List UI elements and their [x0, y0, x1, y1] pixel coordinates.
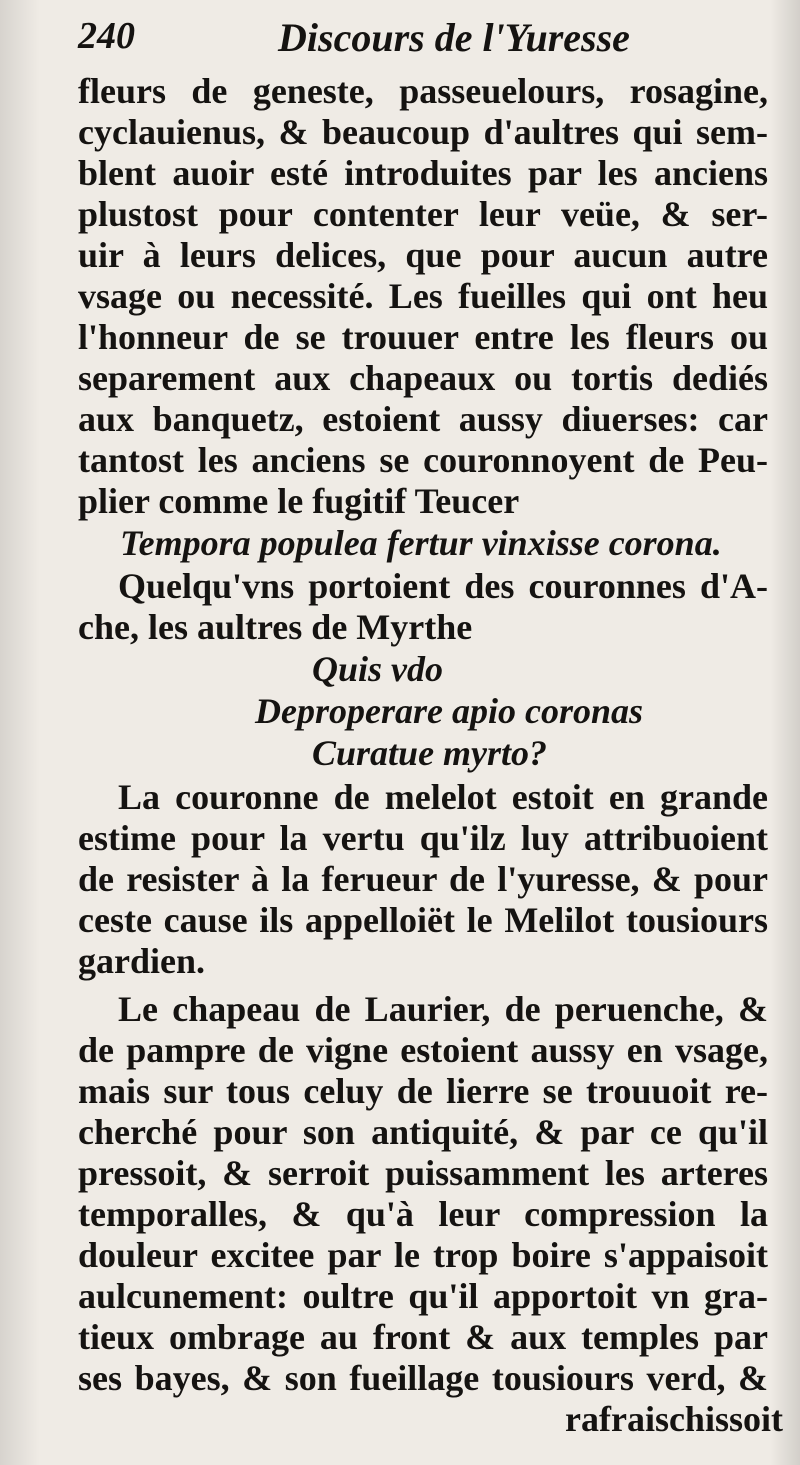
text-line: uir à leurs delices, que pour aucun autre [78, 235, 768, 275]
text-line: aux banquetz, estoient aussy diuerses: car [78, 399, 768, 439]
text-line: vsage ou necessité. Les fueilles qui ont heu [78, 276, 768, 316]
text-line: tieux ombrage au front & aux temples par [78, 1317, 768, 1357]
text-line: temporalles, & qu'à leur compression la [78, 1194, 768, 1234]
text-line: Le chapeau de Laurier, de peruenche, & [118, 989, 768, 1029]
text-line: che, les aultres de Myrthe [78, 607, 473, 647]
text-line: de resister à la ferueur de l'yuresse, & pour [78, 859, 768, 899]
text-line: separement aux chapeaux ou tortis dediés [78, 358, 768, 398]
text-line: de pampre de vigne estoient aussy en vsage, [78, 1030, 768, 1070]
text-line: douleur excitee par le trop boire s'appaisoit [78, 1235, 768, 1275]
text-line: ses bayes, & son fueillage tousiours verd, & [78, 1358, 768, 1398]
text-line: fleurs de geneste, passeuelours, rosagine, [78, 71, 768, 111]
text-line: l'honneur de se trouuer entre les fleurs ou [78, 317, 768, 357]
text-line: tantost les anciens se couronnoyent de Peu- [78, 440, 768, 480]
text-line: mais sur tous celuy de lierre se trouuoit re- [78, 1071, 768, 1111]
page-header [78, 14, 778, 64]
text-line: blent auoir esté introduites par les anciens [78, 153, 768, 193]
text-line: ceste cause ils appelloiët le Melilot tousiours [78, 900, 768, 940]
text-line: Quelqu'vns portoient des couronnes d'A- [118, 566, 768, 606]
text-line: plustost pour contenter leur veüe, & ser- [78, 194, 768, 234]
text-line: cyclauienus, & beaucoup d'aultres qui sem- [78, 112, 768, 152]
text-line: gardien. [78, 941, 206, 981]
running-head: Discours de l'Yuresse [278, 15, 630, 60]
verse-line: Curatue myrto? [312, 733, 548, 773]
text-line: plier comme le fugitif Teucer [78, 481, 520, 521]
verse-line: Tempora populea fertur vinxisse corona. [120, 523, 722, 563]
text-line: estime pour la vertu qu'ilz luy attribuoient [78, 818, 768, 858]
page-number: 240 [78, 15, 135, 57]
text-line: pressoit, & serroit puissamment les arteres [78, 1153, 768, 1193]
catchword: rafraischissoit [565, 1399, 783, 1439]
text-line: aulcunement: oultre qu'il apportoit vn gra- [78, 1276, 768, 1316]
text-line: La couronne de melelot estoit en grande [118, 777, 768, 817]
verse-line: Quis vdo [312, 649, 444, 689]
text-line: cherché pour son antiquité, & par ce qu'il [78, 1112, 768, 1152]
verse-line: Deproperare apio coronas [255, 691, 643, 731]
